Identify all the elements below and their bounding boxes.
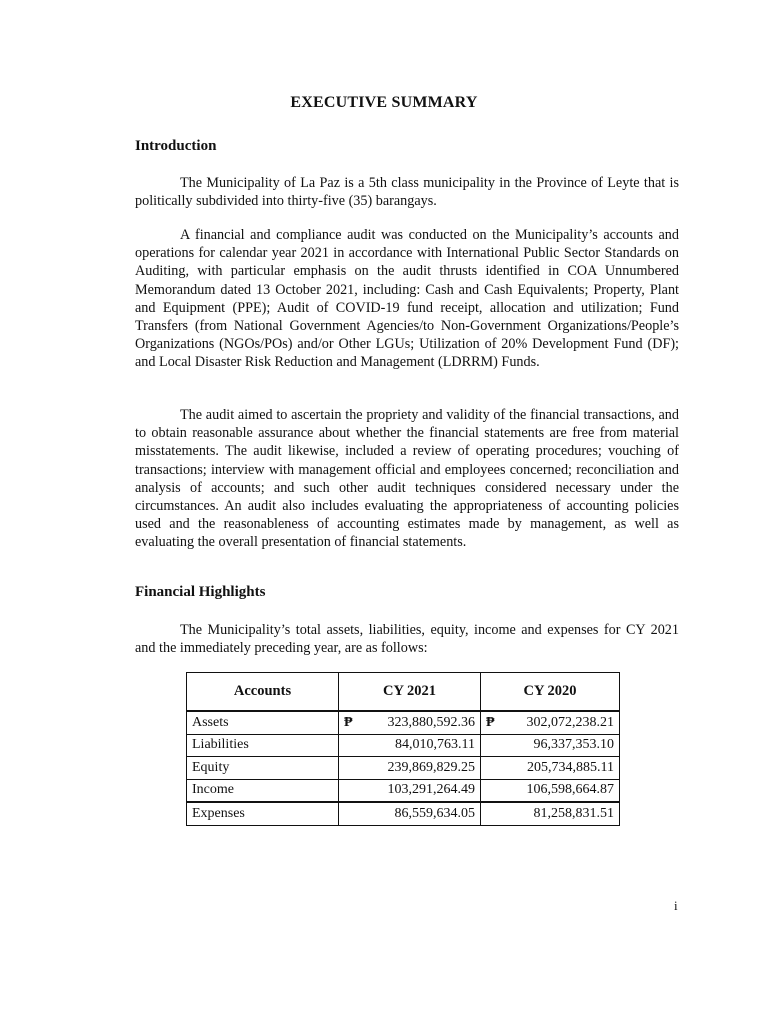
account-name: Expenses — [187, 802, 339, 825]
financial-highlights-paragraph-text: The Municipality’s total assets, liabilities, equity, income and expenses for CY 2021 and the immediately preceding year, are as follows: — [135, 622, 679, 657]
cy2020-value: 205,734,885.11 — [481, 757, 620, 780]
table-row-assets — [187, 711, 620, 734]
financial-highlights-heading: Financial Highlights — [135, 584, 266, 600]
account-name: Liabilities — [187, 734, 339, 757]
cy2020-value: 106,598,664.87 — [481, 779, 620, 802]
peso-symbol: ₱ — [344, 714, 353, 730]
introduction-paragraph-2-text: A financial and compliance audit was conducted on the Municipality’s accounts and operations for calendar year 2021 in accordance with International Public Sector Standards on Auditing, with particular emphasis on the audit thrusts identified in COA Unnumbered Memorandum dated 13 October 2021, including: Cash and Cash Equivalents; Property, Plant and Equipment (PPE); Audit of COVID-19 fund receipt, allocation and utilization; Fund Transfers (from National Government Agencies/to Non-Government Organizations/People’s Organizations (NGOs/POs) and/or Other LGUs; Utilization of 20% Development Fund (DF); and Local Disaster Risk Reduction and Management (LDRRM) Funds. — [135, 227, 679, 371]
header-cy-2021: CY 2021 — [339, 673, 481, 712]
header-accounts: Accounts — [187, 673, 339, 712]
cy2020-value — [481, 711, 620, 734]
page-number: i — [674, 898, 678, 913]
table-row-equity — [187, 757, 620, 780]
table-row-expenses — [187, 802, 620, 825]
cy2021-value-text: 323,880,592.36 — [387, 714, 475, 730]
cy2021-value: 84,010,763.11 — [339, 734, 481, 757]
header-cy-2020: CY 2020 — [481, 673, 620, 712]
introduction-paragraph-3 — [135, 406, 679, 552]
table-header-row — [187, 673, 620, 712]
cy2021-value — [339, 711, 481, 734]
cy2021-value: 86,559,634.05 — [339, 802, 481, 825]
introduction-heading: Introduction — [135, 138, 217, 154]
account-name: Assets — [187, 711, 339, 734]
cy2020-value-text: 302,072,238.21 — [526, 714, 614, 730]
account-name: Income — [187, 779, 339, 802]
cy2021-value: 239,869,829.25 — [339, 757, 481, 780]
table-row-liabilities — [187, 734, 620, 757]
cy2021-value: 103,291,264.49 — [339, 779, 481, 802]
financial-highlights-table — [186, 672, 620, 826]
financial-highlights-paragraph — [135, 621, 679, 657]
cy2020-value: 96,337,353.10 — [481, 734, 620, 757]
account-name: Equity — [187, 757, 339, 780]
table-row-income — [187, 779, 620, 802]
introduction-paragraph-1 — [135, 174, 679, 210]
introduction-paragraph-1-text: The Municipality of La Paz is a 5th class municipality in the Province of Leyte that is politically subdivided into thirty-five (35) barangays. — [135, 175, 679, 210]
introduction-paragraph-3-text: The audit aimed to ascertain the propriety and validity of the financial transactions, and to obtain reasonable assurance about whether the financial statements are free from material misstatements. The audit likewise, included a review of operating procedures; vouching of transactions; interview with management official and employees concerned; reconciliation and analysis of accounts; and such other audit techniques considered necessary under the circumstances. An audit also includes evaluating the appropriateness of accounting policies used and the reasonableness of accounting estimates made by management, as well as evaluating the overall presentation of financial statements. — [135, 407, 679, 551]
introduction-paragraph-2 — [135, 226, 679, 372]
cy2020-value: 81,258,831.51 — [481, 802, 620, 825]
page-title: EXECUTIVE SUMMARY — [290, 94, 478, 111]
peso-symbol: ₱ — [486, 714, 495, 730]
